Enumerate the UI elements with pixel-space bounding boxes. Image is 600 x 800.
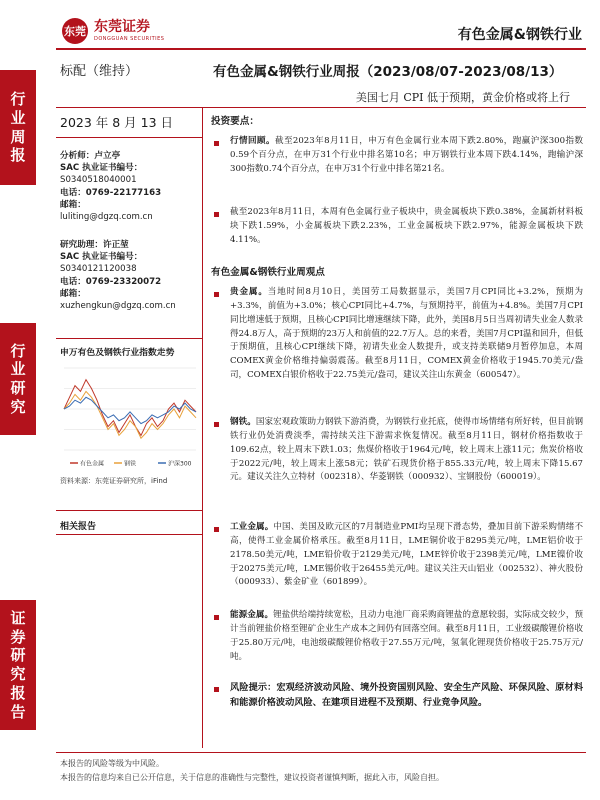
analyst-name: 分析师：卢立亭 [60, 151, 121, 161]
assistant-email-label: 邮箱： [60, 288, 86, 299]
footer-risk-level: 本报告的风险等级为中风险。 [60, 759, 164, 768]
related-divider [56, 534, 202, 535]
risk-warning: 风险提示：宏观经济波动风险、境外投资国别风险、安全生产风险、环保风险、原材料和能源价格波动风险、在建项目进程不及预期、行业竞争风险。 [211, 681, 583, 710]
assistant-block [60, 239, 200, 312]
series-line-2 [64, 397, 196, 423]
logo-mark-icon: 东莞 [62, 18, 88, 44]
chart-bottom-divider [56, 510, 202, 511]
footer-disclaimer: 本报告的信息均来自已公开信息，关于信息的准确性与完整性，建议投资者谨慎判断，据此入市，风险自担。 [60, 773, 444, 782]
view-energy-metals: 能源金属。锂盐供给端持续宽松，且动力电池厂商采购商锂盐的意愿较弱，实际成交较少，预计当前锂盐价格至锂矿企业生产成本之间仍有回落空间。截至8月11日，工业级碳酸锂价格收于25.80万元/吨，电池级碳酸锂价格收于27.55万元/吨，氢氧化锂现货价格收于25.75万元/吨。 [211, 609, 583, 664]
date-divider [56, 137, 202, 138]
assistant-cert-label: SAC 执业证书编号： [60, 252, 143, 263]
logo-name: 东莞证券 [94, 19, 150, 35]
assistant-cert-no: S0340121120038 [60, 264, 137, 275]
chart-top-divider [56, 338, 202, 339]
side-tab-weekly: 行 业 周 报 [0, 70, 36, 185]
view-precious-metals: 贵金属。当地时间8月10日，美国劳工局数据显示，美国7月CPI同比+3.2%，预期为+3.3%，前值为+3.0%；核心CPI同比+4.7%，与预期持平，前值为+4.8%。美国7月CPI同比增速低于预期，且核心CPI同比增速继续下降，此外，美国8月5日当周初请失业金人数录得24.8万人，高于预期的23万人和前值的22.7万人。总的来看，美国7月CPI温和回升，但低于预期值，且核心CPI继续下降，初请失业金人数提升，或支持美联储9月暂停加息，本周COMEX黄金价格维持偏弱震荡。截至8月11日，COMEX黄金价格收于1945.70美元/盎司，COMEX白银价格收于22.75美元/盎司，建议关注山东黄金（600547）。 [211, 286, 583, 383]
report-date: 2023 年 8 月 13 日 [60, 115, 174, 130]
analyst-cert-label: SAC 执业证书编号： [60, 163, 143, 174]
views-title: 有色金属&钢铁行业周观点 [211, 267, 325, 278]
related-reports-title: 相关报告 [60, 522, 97, 532]
legend-label: 有色金属 [80, 460, 105, 468]
assistant-email[interactable]: xuzhengkun@dgzq.com.cn [60, 301, 176, 312]
assistant-name: 研究助理：许正堃 [60, 240, 129, 250]
assistant-phone: 电话：0769-23320072 [60, 276, 162, 287]
trend-chart-svg [60, 362, 200, 472]
side-tab-research: 行 业 研 究 [0, 323, 36, 435]
logo-en: DONGGUAN SECURITIES [94, 36, 165, 42]
chart-source: 资料来源：东莞证券研究所，iFind [60, 477, 168, 485]
brand-logo [62, 18, 164, 44]
report-title: 有色金属&钢铁行业周报（2023/08/07-2023/08/13） [213, 64, 563, 80]
bullet-market-review: 行情回顾。截至2023年8月11日，申万有色金属行业本周下跌2.80%，跑赢沪深300指数0.59个百分点，在申万31个行业中排名第10名；申万钢铁行业本周下跌4.14%，跑输沪深300指数0.74个百分点，在申万31个行业中排名第21名。 [211, 135, 583, 177]
points-title: 投资要点： [211, 116, 259, 127]
footer-divider [56, 752, 586, 753]
analyst-phone: 电话：0769-22177163 [60, 187, 162, 198]
view-steel: 钢铁。国家宏观政策助力钢铁下游消费，为钢铁行业托底，使得市场情绪有所好转，但目前钢铁行业仍处消费淡季，需持续关注下游需求恢复情况。截至8月11日，钢材价格指数收于109.62点，较上周末下跌1.03；焦煤价格收于1964元/吨，较上周末上涨11元；焦炭价格收于2022元/吨，较上周末上涨58元；铁矿石现货价格于855.33元/吨，较上周末下降15.67元。建议关注久立特材（002318）、华菱钢铁（000932）、宝钢股份（600019）。 [211, 416, 583, 485]
header-divider [56, 48, 586, 50]
title-divider [56, 107, 586, 108]
analyst-cert-no: S0340518040001 [60, 175, 137, 186]
index-trend-chart [60, 362, 200, 476]
report-subtitle: 美国七月 CPI 低于预期，黄金价格或将上行 [355, 91, 570, 104]
chart-title: 申万有色及钢铁行业指数走势 [60, 348, 175, 358]
column-divider [202, 108, 203, 748]
rating: 标配（维持） [60, 64, 139, 79]
analyst-email[interactable]: luliting@dgzq.com.cn [60, 212, 153, 223]
side-tab-securities-report: 证 券 研 究 报 告 [0, 600, 36, 730]
industry-label: 有色金属&钢铁行业 [457, 27, 582, 43]
analyst-email-label: 邮箱： [60, 199, 86, 210]
bullet-sub-sectors: 截至2023年8月11日，本周有色金属行业子板块中，贵金属板块下跌0.38%，金属新材料板块下跌1.59%，小金属板块下跌2.23%，工业金属板块下跌2.97%，能源金属板块下跌4.11%。 [211, 206, 583, 248]
legend-label: 钢铁 [124, 460, 137, 468]
legend-label: 沪深300 [168, 460, 192, 468]
bullet-lead: 行情回顾。 [230, 136, 275, 146]
view-industrial-metals: 工业金属。中国、美国及欧元区的7月制造业PMI均呈现下滑态势，叠加目前下游采购情绪不高，使得工业金属价格承压。截至8月11日，LME铜价收于8295美元/吨，LME铝价收于2178.50美元/吨，LME铅价收于2129美元/吨，LME锌价收于2398美元/吨，LME镍价收于20275美元/吨，LME锡价收于26455美元/吨。建议关注天山铝业（002532）、神火股份（000933）、紫金矿业（601899）。 [211, 521, 583, 590]
analyst-block [60, 150, 200, 223]
